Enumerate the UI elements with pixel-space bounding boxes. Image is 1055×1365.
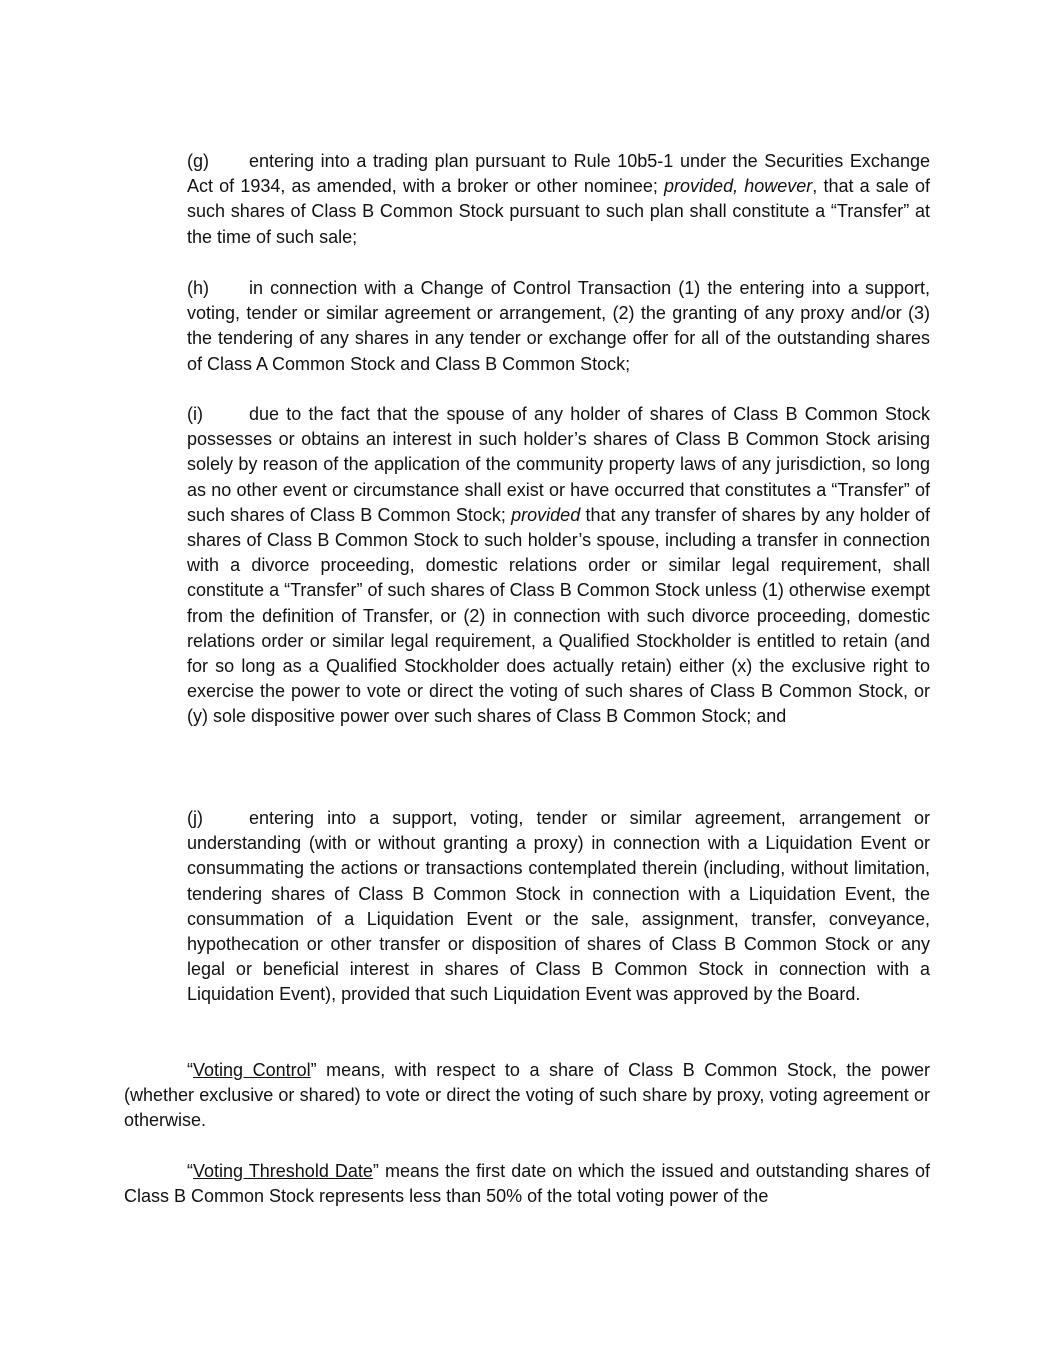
definition-voting-threshold-date [124,1159,930,1209]
clause-g [187,149,930,250]
clause-j [187,806,930,1008]
definition-text: means, with respect to a share of Class B Common Stock, the power (whether exclusive or shared) to vote or direct the voting of such share by proxy, voting agreement or otherwise. [124,1060,930,1131]
defined-term: Voting Control [193,1060,311,1080]
clause-text: that any transfer of shares by any holder of shares of Class B Common Stock to such holder’s spouse, including a transfer in connection with a divorce proceeding, domestic relations order or similar legal requirement, shall constitute a “Transfer” of such shares of Class B Common Stock unless (1) otherwise exempt from the definition of Transfer, or (2) in connection with such divorce proceeding, domestic relations order or similar legal requirement, a Qualified Stockholder is entitled to retain (and for so long as a Qualified Stockholder does actually retain) either (x) the exclusive right to exercise the power to vote or direct the voting of such shares of Class B Common Stock, or (y) sole dispositive power over such shares of Class B Common Stock; and [187,504,930,727]
clause-text: in connection with a Change of Control Transaction (1) the entering into a support, voting, tender or similar agreement or arrangement, (2) the granting of any proxy and/or (3) the tendering of any shares in any tender or exchange offer for all of the outstanding shares of Class A Common Stock and Class B Common Stock; [187,278,930,374]
clause-text: entering into a support, voting, tender or similar agreement, arrangement or understanding (with or without granting a proxy) in connection with a Liquidation Event or consummating the actions or transactions contemplated therein (including, without limitation, tendering shares of Class B Common Stock in connection with a Liquidation Event, the consummation of a Liquidation Event or the sale, assignment, transfer, conveyance, hypothecation or other transfer or disposition of shares of Class B Common Stock or any legal or beneficial interest in shares of Class B Common Stock in connection with a Liquidation Event), provided that such Liquidation Event was approved by the Board. [187,808,930,1005]
clause-marker: (i) [187,404,203,424]
defined-term: Voting Threshold Date [193,1161,373,1181]
close-quote: ” [310,1060,317,1080]
clause-text: due to the fact that the spouse of any holder of shares of Class B Common Stock possesses or obtains an interest in such holder’s shares of Class B Common Stock arising solely by reason of the application of the community property laws of any jurisdiction, so long as no other event or circumstance shall exist or have occurred that constitutes a “Transfer” of such shares of Class B Common Stock; [187,404,930,525]
clause-marker: (j) [187,808,203,828]
clause-text: entering into a trading plan pursuant to Rule 10b5-1 under the Securities Exchange Act of 1934, as amended, with a broker or other nominee; [187,151,930,197]
clause-i [187,402,930,730]
clause-italic-text: provided [511,504,581,525]
clause-marker: (h) [187,278,209,298]
clause-text: , that a sale of such shares of Class B Common Stock pursuant to such plan shall constitute a “Transfer” at the time of such sale; [187,176,930,247]
clause-h [187,276,930,377]
definition-text: means the first date on which the issued and outstanding shares of Class B Common Stock represents less than 50% of the total voting power of the [124,1161,930,1207]
clause-marker: (g) [187,151,209,171]
definition-voting-control [124,1058,930,1134]
clause-italic-text: provided, however [664,176,813,197]
close-quote: ” [372,1161,379,1181]
open-quote: “ [187,1060,193,1080]
open-quote: “ [187,1161,193,1181]
